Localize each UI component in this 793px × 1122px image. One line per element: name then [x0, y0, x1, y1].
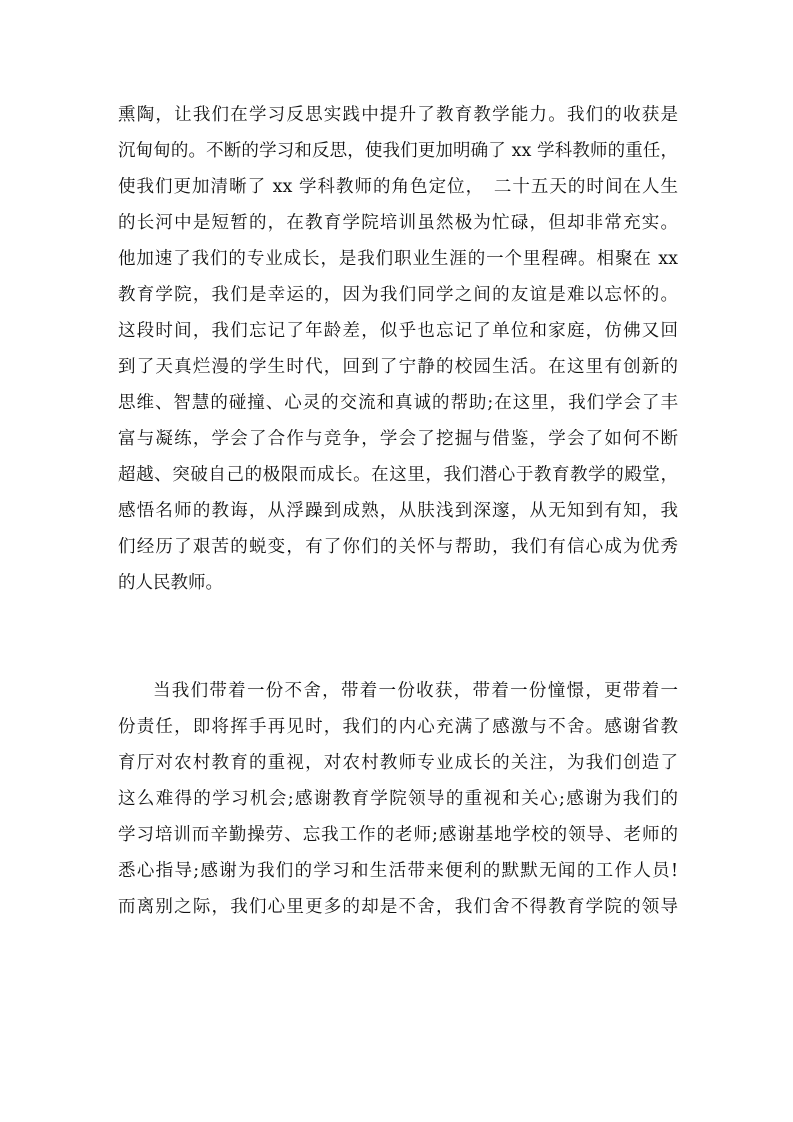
paragraph-2-line-1: 当我们带着一份不舍，带着一份收获，带着一份憧憬，更带着一 — [153, 681, 678, 701]
paragraph-1-line-3: 使我们更加清晰了 xx 学科教师的角色定位， 二十五天的时间在人生 — [118, 177, 678, 197]
paragraph-1-line-12: 感悟名师的教诲，从浮躁到成熟，从肤浅到深邃，从无知到有知，我 — [118, 501, 678, 521]
paragraph-1-line-5: 他加速了我们的专业成长，是我们职业生涯的一个里程碑。相聚在 xx — [118, 249, 678, 269]
paragraph-2-line-4: 这么难得的学习机会;感谢教育学院领导的重视和关心;感谢为我们的 — [118, 789, 678, 809]
paragraph-1-line-1: 熏陶，让我们在学习反思实践中提升了教育教学能力。我们的收获是 — [118, 105, 678, 125]
paragraph-1-line-4: 的长河中是短暂的，在教育学院培训虽然极为忙碌，但却非常充实。 — [118, 213, 678, 233]
paragraph-2-line-3: 育厅对农村教育的重视，对农村教师专业成长的关注，为我们创造了 — [118, 753, 678, 773]
paragraph-1-line-10: 富与凝练，学会了合作与竞争，学会了挖掘与借鉴，学会了如何不断 — [118, 429, 678, 449]
paragraph-2-line-6: 悉心指导;感谢为我们的学习和生活带来便利的默默无闻的工作人员! — [118, 861, 678, 881]
paragraph-1-line-7: 这段时间，我们忘记了年龄差，似乎也忘记了单位和家庭，仿佛又回 — [118, 321, 678, 341]
paragraph-1-line-14: 的人民教师。 — [118, 573, 223, 593]
paragraph-1-line-6: 教育学院，我们是幸运的，因为我们同学之间的友谊是难以忘怀的。 — [118, 285, 678, 305]
paragraph-1-line-11: 超越、突破自己的极限而成长。在这里，我们潜心于教育教学的殿堂， — [118, 465, 678, 485]
paragraph-1-line-8: 到了天真烂漫的学生时代，回到了宁静的校园生活。在这里有创新的 — [118, 357, 678, 377]
paragraph-1-line-9: 思维、智慧的碰撞、心灵的交流和真诚的帮助;在这里，我们学会了丰 — [118, 393, 678, 413]
paragraph-2-line-5: 学习培训而辛勤操劳、忘我工作的老师;感谢基地学校的领导、老师的 — [118, 825, 678, 845]
paragraph-2-line-2: 份责任，即将挥手再见时，我们的内心充满了感激与不舍。感谢省教 — [118, 717, 678, 737]
paragraph-1-line-13: 们经历了艰苦的蜕变，有了你们的关怀与帮助，我们有信心成为优秀 — [118, 537, 678, 557]
paragraph-2-line-7: 而离别之际，我们心里更多的却是不舍，我们舍不得教育学院的领导 — [118, 897, 678, 917]
paragraph-1-line-2: 沉甸甸的。不断的学习和反思，使我们更加明确了 xx 学科教师的重任， — [118, 141, 678, 161]
